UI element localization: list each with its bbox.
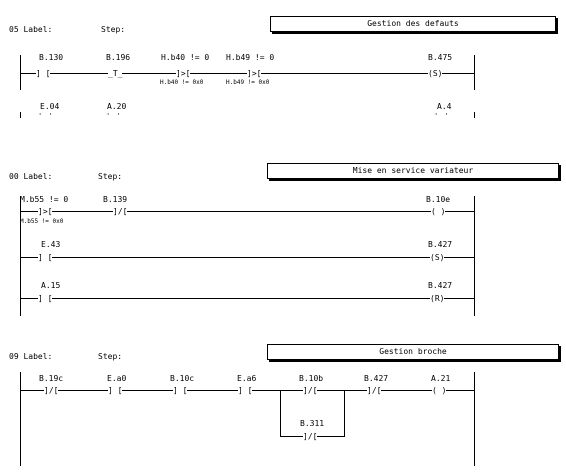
contact-address: A.15 [41, 281, 61, 290]
network-title-box[interactable] [267, 344, 559, 360]
cut-off-symbol: ' ' [106, 112, 122, 120]
contact-symbol[interactable]: ]/[ [367, 386, 382, 395]
coil-address: B.10e [426, 195, 451, 204]
compare-symbol[interactable]: ]>[ [247, 69, 262, 78]
contact-symbol[interactable]: ] [ [108, 386, 123, 395]
network-label: 00 Label: [9, 172, 53, 181]
contact-symbol[interactable]: ] [ [238, 386, 253, 395]
cut-off-symbol: ' ' [38, 112, 54, 120]
contact-symbol[interactable]: ]/[ [44, 386, 59, 395]
coil-symbol[interactable]: (R) [430, 294, 445, 303]
step-label: Step: [98, 352, 123, 361]
contact-address: E.04 [40, 102, 60, 111]
coil-address: A.21 [431, 374, 451, 383]
contact-address: B.427 [364, 374, 389, 383]
contact-address: B.139 [103, 195, 128, 204]
step-label: Step: [98, 172, 123, 181]
contact-symbol[interactable]: ]/[ [303, 386, 318, 395]
coil-address: B.427 [428, 281, 453, 290]
cut-off-symbol: ' ' [434, 112, 450, 120]
network-label: 05 Label: [9, 25, 53, 34]
contact-address: E.a0 [107, 374, 127, 383]
network-title: Gestion broche [379, 347, 447, 356]
coil-symbol[interactable]: (S) [428, 69, 443, 78]
compare-symbol[interactable]: ]>[ [176, 69, 191, 78]
network-title-box[interactable] [267, 163, 559, 179]
parallel-contact-symbol[interactable]: ]/[ [303, 432, 318, 441]
contact-symbol[interactable]: ] [ [38, 253, 53, 262]
coil-symbol[interactable]: ( ) [431, 207, 446, 216]
coil-address: B.475 [428, 53, 453, 62]
parallel-contact-address: B.311 [300, 419, 325, 428]
compare-symbol[interactable]: ]>[ [38, 207, 53, 216]
contact-address: E.a6 [237, 374, 257, 383]
network-title: Mise en service variateur [352, 166, 474, 175]
contact-address: B.130 [39, 53, 64, 62]
coil-symbol[interactable]: ( ) [432, 386, 447, 395]
compare-note: M.b55 != 0x0 [20, 218, 64, 225]
coil-address: B.427 [428, 240, 453, 249]
compare-address: H.b49 != 0 [226, 53, 275, 62]
contact-address: B.10c [170, 374, 195, 383]
compare-note: H.b40 != 0x0 [160, 79, 204, 86]
coil-address: A.4 [437, 102, 452, 111]
network-title: Gestion des defauts [367, 19, 459, 28]
contact-address: B.196 [106, 53, 131, 62]
contact-symbol[interactable]: ]/[ [113, 207, 128, 216]
contact-symbol[interactable]: ] [ [38, 294, 53, 303]
contact-address: E.43 [41, 240, 61, 249]
network-title-box[interactable] [270, 16, 556, 32]
contact-symbol[interactable]: _T_ [108, 69, 123, 78]
compare-note: H.b49 != 0x0 [226, 79, 270, 86]
compare-address: M.b55 != 0 [20, 195, 69, 204]
contact-address: B.19c [39, 374, 64, 383]
contact-address: B.10b [299, 374, 324, 383]
compare-address: H.b40 != 0 [161, 53, 210, 62]
coil-symbol[interactable]: (S) [430, 253, 445, 262]
step-label: Step: [101, 25, 126, 34]
contact-address: A.20 [107, 102, 127, 111]
network-label: 09 Label: [9, 352, 53, 361]
contact-symbol[interactable]: ] [ [36, 69, 51, 78]
contact-symbol[interactable]: ] [ [173, 386, 188, 395]
